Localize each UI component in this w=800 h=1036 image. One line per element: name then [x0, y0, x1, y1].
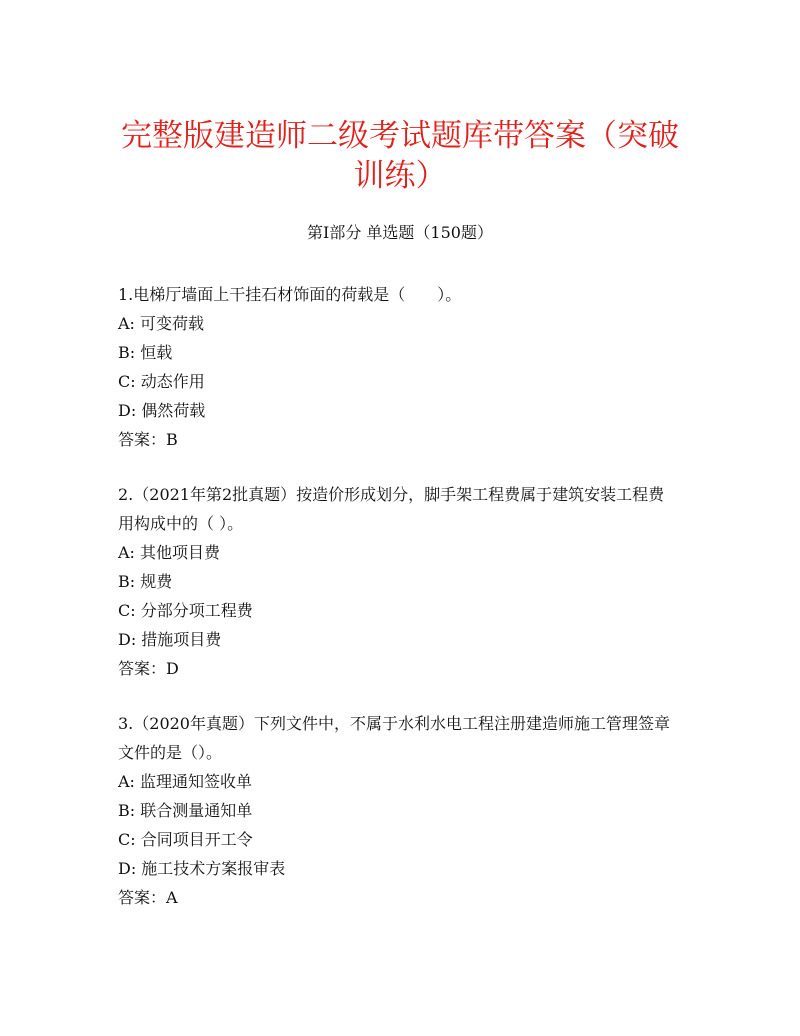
answer-line: 答案：B — [118, 430, 178, 449]
option-c: C: 分部分项工程费 — [118, 601, 253, 620]
option-c: C: 动态作用 — [118, 372, 205, 391]
option-c: C: 合同项目开工令 — [118, 830, 253, 849]
option-a: A: 监理通知签收单 — [118, 772, 253, 791]
option-b: B: 恒载 — [118, 343, 173, 362]
option-a: A: 其他项目费 — [118, 543, 221, 562]
option-d: D: 施工技术方案报审表 — [118, 859, 286, 878]
answer-line: 答案：D — [118, 659, 179, 678]
option-a: A: 可变荷载 — [118, 314, 205, 333]
answer-line: 答案：A — [118, 888, 178, 907]
question-stem: 2.（2021年第2批真题）按造价形成划分，脚手架工程费属于建筑安装工程费用构成中的（ ）。 — [118, 485, 665, 533]
option-b: B: 联合测量通知单 — [118, 801, 253, 820]
question-2 — [118, 480, 678, 683]
question-stem: 1.电梯厅墙面上干挂石材饰面的荷载是（ ）。 — [118, 285, 462, 304]
section-heading: 第I部分 单选题（150题） — [307, 223, 493, 242]
question-1 — [118, 280, 678, 454]
option-b: B: 规费 — [118, 572, 173, 591]
option-d: D: 措施项目费 — [118, 630, 222, 649]
question-stem: 3.（2020年真题）下列文件中，不属于水利水电工程注册建造师施工管理签章文件的是（）。 — [118, 714, 670, 762]
option-d: D: 偶然荷载 — [118, 401, 206, 420]
document-title: 完整版建造师二级考试题库带答案（突破训练） — [121, 118, 679, 194]
question-3 — [118, 709, 678, 912]
